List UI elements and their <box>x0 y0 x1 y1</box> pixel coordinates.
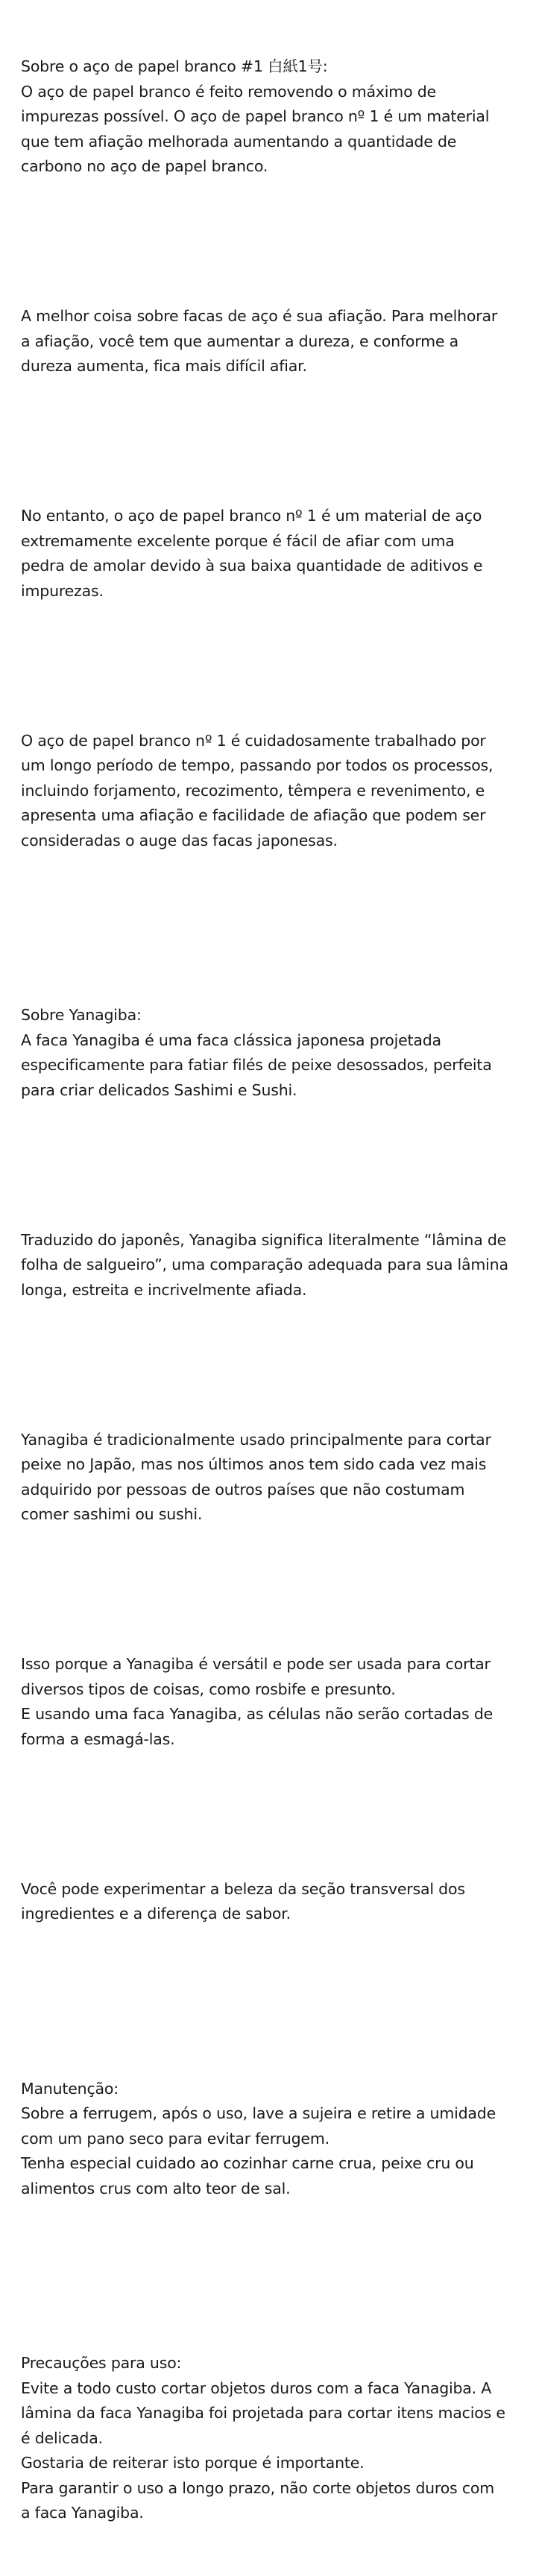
paragraph <box>21 1178 525 1353</box>
section-heading: Sobre Yanagiba: <box>21 1006 142 1024</box>
text-line: um longo período de tempo, passando por todos os processos, <box>21 756 494 774</box>
text-line: Para garantir o uso a longo prazo, não corte objetos duros com <box>21 2478 495 2497</box>
text-line: que tem afiação melhorada aumentando a quantidade de <box>21 132 457 151</box>
text-line: ingredientes e a diferença de sabor. <box>21 1905 291 1922</box>
text-line: O aço de papel branco nº 1 é cuidadosamente trabalhado por <box>21 731 486 750</box>
section-precautions <box>21 2301 525 2576</box>
text-line: impurezas. <box>21 581 104 600</box>
section-yanagiba <box>21 953 525 1153</box>
text-line: é delicada. <box>21 2428 103 2447</box>
paragraph <box>21 454 525 654</box>
section-heading: Manutenção: <box>21 2079 119 2098</box>
text-line: adquirido por pessoas de outros países que não costumam <box>21 1480 465 1499</box>
text-line: Gostaria de reiterar isto porque é importante. <box>21 2454 365 2472</box>
text-line: comer sashimi ou sushi. <box>21 1505 203 1523</box>
text-line: diversos tipos de coisas, como rosbife e presunto. <box>21 1680 396 1698</box>
section-steel <box>21 4 525 230</box>
section-heading: Precauções para uso: <box>21 2354 182 2372</box>
section-maintenance <box>21 2027 525 2252</box>
text-line: dureza aumenta, fica mais difícil afiar. <box>21 357 307 375</box>
text-line: para criar delicados Sashimi e Sushi. <box>21 1080 297 1099</box>
text-line: A faca Yanagiba é uma faca clássica japonesa projetada <box>21 1031 441 1049</box>
paragraph <box>21 1827 525 1977</box>
text-line: E usando uma faca Yanagiba, as células não serão cortadas de <box>21 1705 494 1723</box>
text-line: a faca Yanagiba. <box>21 2504 144 2522</box>
text-line: apresenta uma afiação e facilidade de afiação que podem ser <box>21 806 486 824</box>
text-line: longa, estreita e incrivelmente afiada. <box>21 1280 307 1299</box>
text-line: extremamente excelente porque é fácil de afiar com uma <box>21 531 455 550</box>
text-line: Tenha especial cuidado ao cozinhar carne crua, peixe cru ou <box>21 2154 474 2172</box>
text-line: com um pano seco para evitar ferrugem. <box>21 2129 330 2148</box>
paragraph <box>21 1602 525 1802</box>
text-line: especificamente para fatiar filés de peixe desossados, perfeita <box>21 1056 492 1074</box>
text-line: carbono no aço de papel branco. <box>21 157 268 175</box>
text-line: forma a esmagá-las. <box>21 1730 175 1748</box>
paragraph <box>21 1378 525 1577</box>
text-line: peixe no Japão, mas nos últimos anos tem sido cada vez mais <box>21 1455 487 1473</box>
text-line: lâmina da faca Yanagiba foi projetada para cortar itens macios e <box>21 2404 505 2422</box>
text-line: Evite a todo custo cortar objetos duros com a faca Yanagiba. A <box>21 2379 492 2397</box>
text-line: incluindo forjamento, recozimento, têmpera e revenimento, e <box>21 781 485 800</box>
text-line: Isso porque a Yanagiba é versátil e pode ser usada para cortar <box>21 1655 491 1673</box>
text-line: Traduzido do japonês, Yanagiba significa literalmente “lâmina de <box>21 1230 507 1249</box>
text-line: pedra de amolar devido à sua baixa quantidade de aditivos e <box>21 557 483 575</box>
section-heading: Sobre o aço de papel branco #1 白紙1号: <box>21 57 328 75</box>
text-line: a afiação, você tem que aumentar a dureza, e conforme a <box>21 332 458 350</box>
paragraph <box>21 254 525 429</box>
text-line: folha de salgueiro”, uma comparação adequada para sua lâmina <box>21 1256 508 1273</box>
text-line: A melhor coisa sobre facas de aço é sua afiação. Para melhorar <box>21 307 498 325</box>
text-line: consideradas o auge das facas japonesas. <box>21 831 338 849</box>
paragraph <box>21 679 525 904</box>
text-line: Você pode experimentar a beleza da seção transversal dos <box>21 1879 465 1898</box>
text-line: No entanto, o aço de papel branco nº 1 é um material de aço <box>21 507 482 525</box>
text-line: Sobre a ferrugem, após o uso, lave a sujeira e retire a umidade <box>21 2104 496 2122</box>
document-body <box>21 4 525 2576</box>
text-line: alimentos crus com alto teor de sal. <box>21 2179 291 2197</box>
text-line: impurezas possível. O aço de papel branco nº 1 é um material <box>21 107 490 125</box>
text-line: O aço de papel branco é feito removendo o máximo de <box>21 82 436 101</box>
text-line: Yanagiba é tradicionalmente usado principalmente para cortar <box>21 1430 491 1449</box>
